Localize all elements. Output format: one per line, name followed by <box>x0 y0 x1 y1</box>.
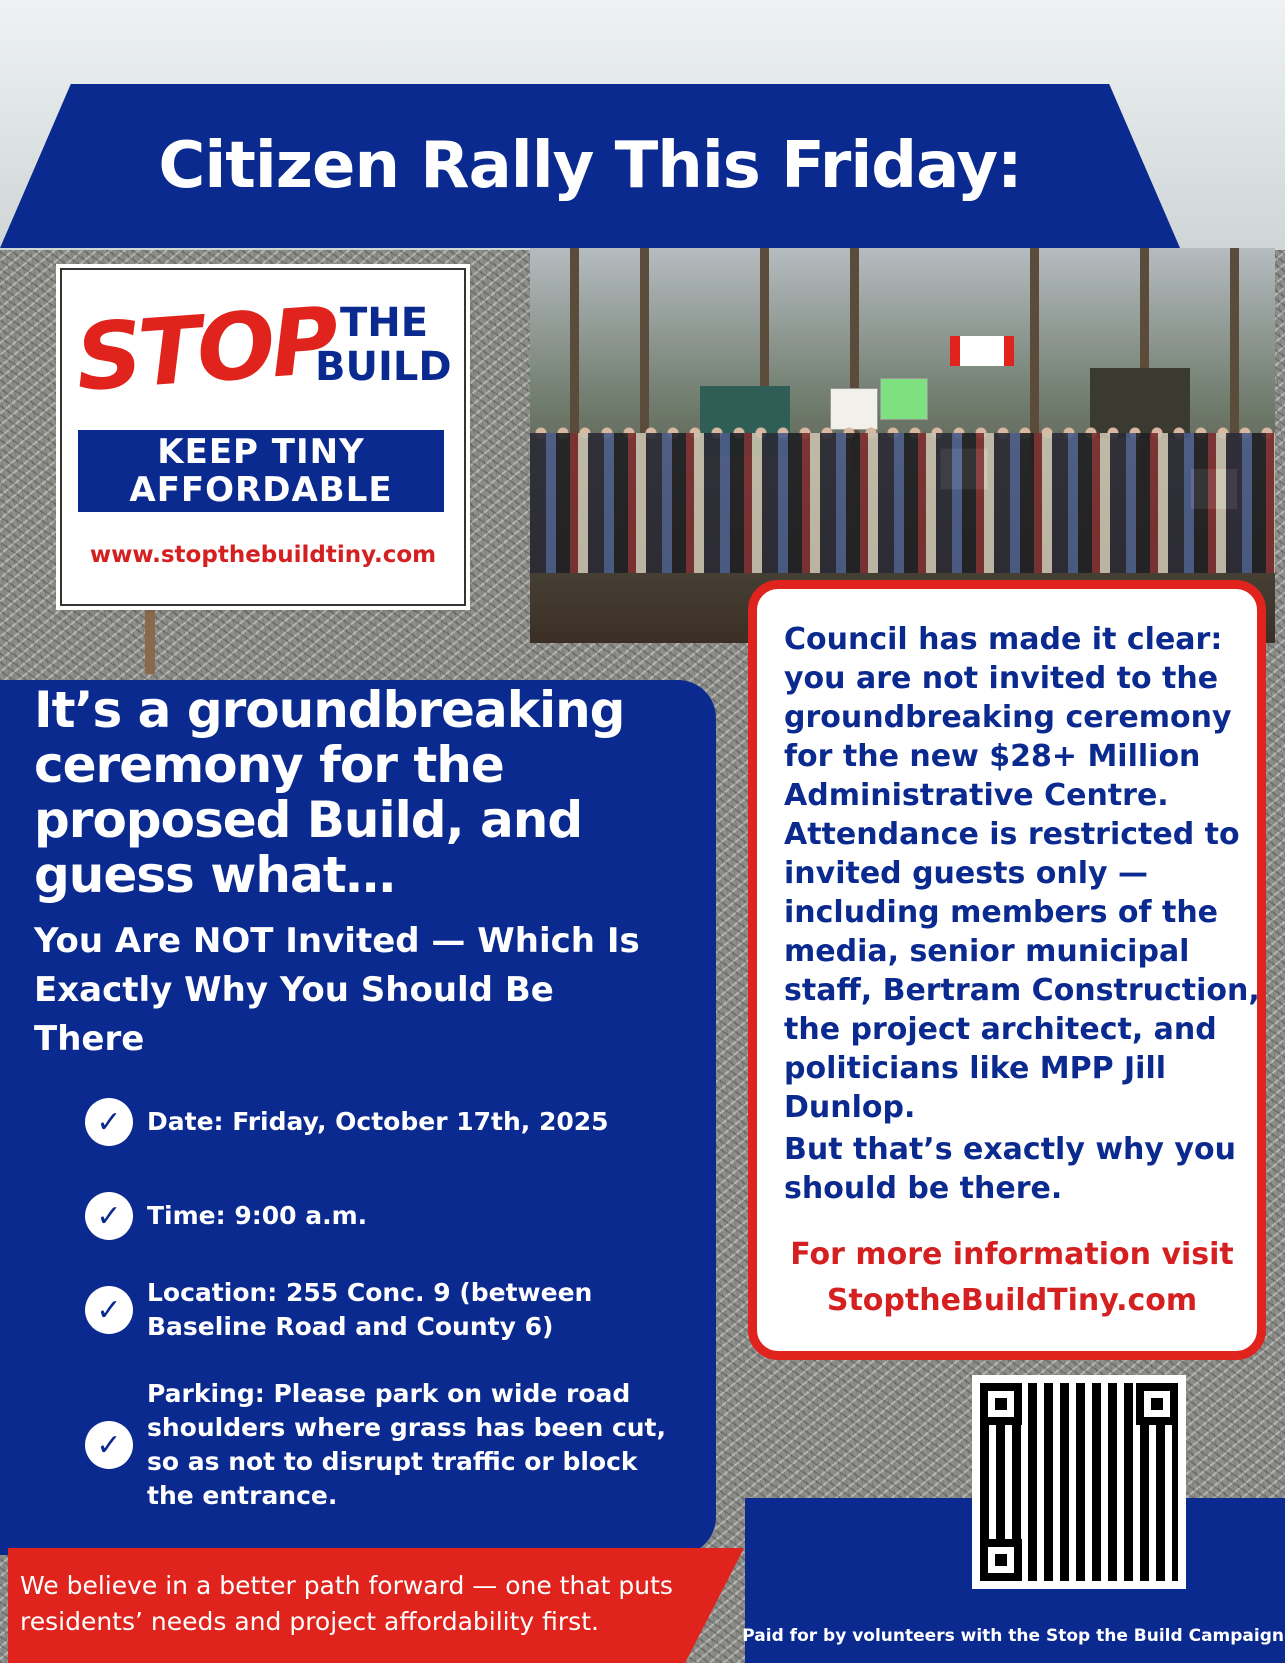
event-subhead: You Are NOT Invited — Which Is Exactly Why You Should Be There <box>34 921 640 1059</box>
detail-parking <box>85 1377 675 1513</box>
detail-text: Time: 9:00 a.m. <box>147 1201 368 1230</box>
sign-build-word: BUILD <box>315 344 452 390</box>
sign-slogan-box <box>78 430 444 512</box>
detail-text: Location: 255 Conc. 9 (between Baseline Road and County 6) <box>147 1278 593 1341</box>
check-circle-icon: ✓ <box>85 1286 133 1334</box>
page-title: Citizen Rally This Friday: <box>158 129 1022 203</box>
paid-for-notice: Paid for by volunteers with the Stop the Build Campaign <box>742 1626 1284 1646</box>
sign-the-word: THE <box>340 300 429 346</box>
sign-url: www.stopthebuildtiny.com <box>89 542 437 568</box>
info-body: Council has made it clear: you are not invited to the groundbreaking ceremony for the new $28+ Million Administrative Centre. Attendance is restricted to invited guests only — including members of the media, senior municipal staff, Bertram Construction, the project architect, and politicians like MPP Jill Dunlop. <box>784 622 1260 1125</box>
qr-finder <box>980 1539 1022 1581</box>
detail-time <box>85 1192 675 1240</box>
protest-sign <box>880 378 928 420</box>
qr-code[interactable] <box>972 1375 1186 1589</box>
info-call-to-action: But that’s exactly why you should be there. <box>784 1132 1236 1206</box>
check-circle-icon: ✓ <box>85 1192 133 1240</box>
detail-text: Parking: Please park on wide road shoulders where grass has been cut, so as not to disrupt traffic or block the entrance. <box>147 1379 667 1510</box>
info-more-label: For more information visit <box>790 1237 1234 1272</box>
info-more <box>772 1232 1252 1324</box>
crowd <box>530 433 1275 573</box>
stop-the-build-sign <box>60 268 466 606</box>
check-circle-icon: ✓ <box>85 1098 133 1146</box>
sign-slogan-line1: KEEP TINY <box>157 432 365 472</box>
detail-text: Date: Friday, October 17th, 2025 <box>147 1107 609 1136</box>
sign-slogan-line2: AFFORDABLE <box>129 470 393 510</box>
canada-flag-icon <box>950 336 1014 366</box>
qr-finder <box>1136 1383 1178 1425</box>
sign-post <box>145 604 155 674</box>
event-headline: It’s a groundbreaking ceremony for the proposed Build, and guess what… <box>34 681 625 904</box>
detail-date <box>85 1098 675 1146</box>
info-more-link[interactable]: StoptheBuildTiny.com <box>826 1283 1198 1318</box>
sign-stop-word: STOP <box>72 287 339 412</box>
belief-text: We believe in a better path forward — one that puts residents’ needs and project affordability first. <box>20 1571 673 1636</box>
qr-code-pattern <box>980 1383 1178 1581</box>
detail-location <box>85 1276 675 1344</box>
qr-finder <box>980 1383 1022 1425</box>
check-circle-icon: ✓ <box>85 1421 133 1469</box>
